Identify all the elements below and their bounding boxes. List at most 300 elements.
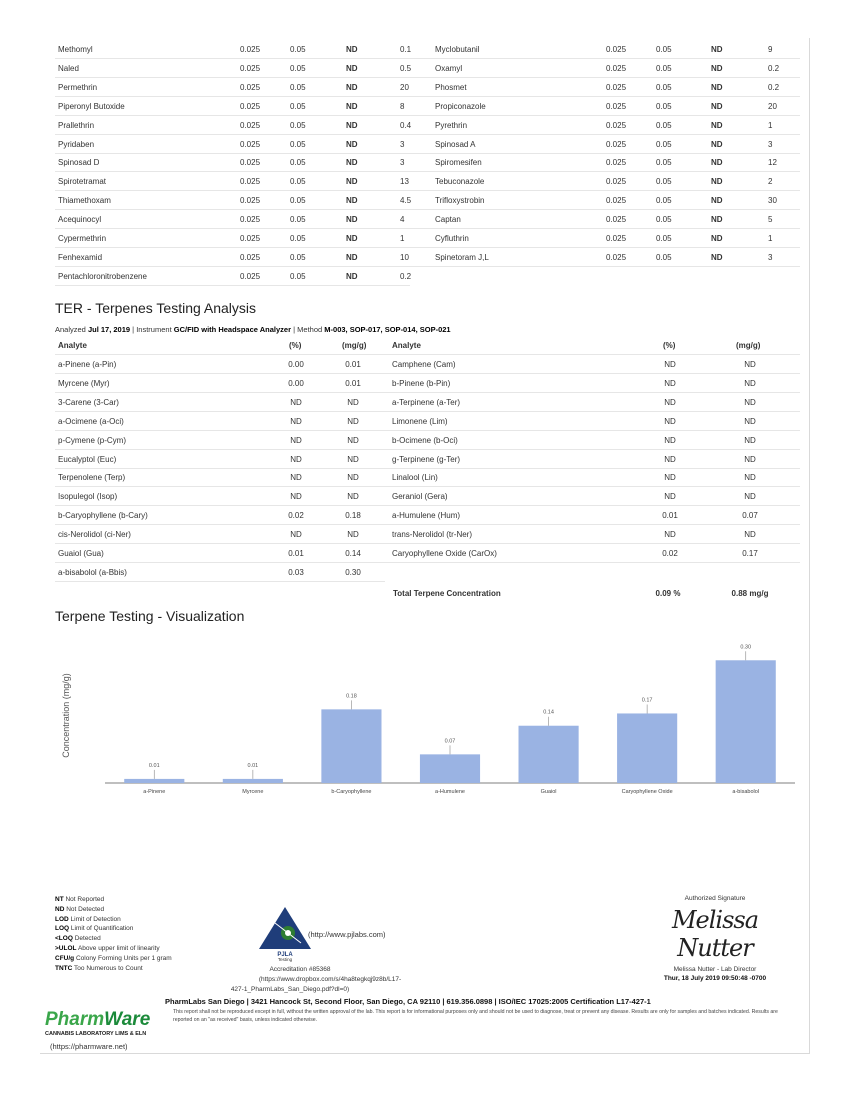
cell-value: 0.05: [656, 158, 672, 168]
terpene-row: [55, 506, 800, 525]
result-value: ND: [346, 215, 358, 225]
cell-value: 0.05: [290, 196, 306, 206]
total-percent: 0.09 %: [655, 588, 681, 598]
pharmware-logo: [45, 1010, 150, 1051]
cell-value: 0.01: [345, 360, 361, 369]
category-tick-label: Myrcene: [242, 789, 264, 795]
visualization-title: Terpene Testing - Visualization: [55, 608, 245, 624]
pharmware-url[interactable]: (https://pharmware.net): [50, 1042, 128, 1051]
cell-value: 0.025: [606, 82, 627, 92]
analyte-name: b-Caryophyllene (b-Cary): [58, 511, 148, 521]
cell-value: ND: [664, 360, 676, 369]
pharmware-logo-b: Ware: [104, 1009, 151, 1030]
terpene-row: [55, 468, 800, 487]
result-value: ND: [711, 158, 723, 168]
cell-value: ND: [664, 492, 676, 502]
pesticide-row: [55, 172, 800, 191]
result-value: ND: [346, 82, 358, 92]
cell-value: 3: [768, 252, 773, 262]
cell-value: 0.05: [656, 120, 672, 130]
cell-value: 0.025: [240, 158, 261, 168]
analyte-name: Geraniol (Gera): [392, 492, 448, 502]
result-value: ND: [711, 120, 723, 130]
cell-value: 0.025: [240, 252, 261, 262]
column-header: (%): [663, 341, 676, 350]
cell-value: 0.30: [345, 567, 361, 577]
cell-value: 13: [400, 177, 409, 187]
cell-value: 0.05: [290, 177, 306, 187]
pesticide-row: [55, 248, 800, 267]
cell-value: ND: [744, 492, 756, 502]
cell-value: 10: [400, 252, 409, 262]
pesticide-row: [55, 116, 800, 135]
analyte-name: Piperonyl Butoxide: [58, 101, 125, 111]
cell-value: 0.025: [240, 63, 261, 73]
bar-a-humulene: [420, 754, 480, 783]
cell-value: ND: [290, 530, 302, 540]
terpene-row: [55, 355, 800, 374]
cell-value: 0.05: [656, 234, 672, 243]
cell-value: 0.05: [656, 45, 672, 54]
cell-value: 0.025: [606, 215, 627, 225]
cell-value: 0.17: [742, 549, 758, 558]
analyte-name: Spinetoram J,L: [435, 252, 489, 262]
cell-value: ND: [290, 416, 302, 426]
signature-block: [640, 895, 790, 982]
analyte-name: a-bisabolol (a-Bbis): [58, 567, 127, 577]
cell-value: 0.00: [288, 360, 304, 369]
analyte-name: a-Terpinene (a-Ter): [392, 397, 461, 407]
cell-value: 0.5: [400, 63, 412, 73]
bar-value-label: 0.01: [247, 762, 259, 769]
cell-value: 0.025: [606, 120, 627, 130]
pesticide-row: [55, 191, 800, 210]
analyte-name: Fenhexamid: [58, 252, 103, 262]
pjla-logo: [255, 905, 315, 960]
bar-value-label: 0.18: [346, 693, 357, 700]
cell-value: ND: [290, 454, 302, 464]
terpene-row: [55, 374, 800, 393]
analyte-name: Pentachloronitrobenzene: [58, 271, 147, 281]
cell-value: 5: [768, 215, 773, 225]
analyte-name: Trifloxystrobin: [435, 196, 485, 206]
column-header: (%): [289, 341, 302, 350]
result-value: ND: [346, 196, 358, 206]
y-axis-label: Concentration (mg/g): [61, 673, 71, 758]
column-header: Analyte: [58, 341, 87, 350]
cell-value: 9: [768, 45, 773, 54]
result-value: ND: [346, 271, 358, 281]
bar-a-bisabolol: [716, 660, 776, 783]
analyte-name: Caryophyllene Oxide (CarOx): [392, 549, 497, 558]
cell-value: ND: [744, 397, 756, 407]
analyte-name: Spirotetramat: [58, 177, 107, 187]
legend-item: [55, 924, 172, 934]
analyte-name: Eucalyptol (Euc): [58, 454, 117, 464]
cell-value: 0.05: [656, 177, 672, 187]
result-value: ND: [711, 139, 723, 149]
cell-value: 0.05: [656, 63, 672, 73]
bar-caryophyllene-oxide: [617, 713, 677, 783]
cell-value: 0.025: [606, 196, 627, 206]
bar-myrcene: [223, 779, 283, 783]
result-value: ND: [346, 101, 358, 111]
lab-address-line: PharmLabs San Diego | 3421 Hancock St, Second Floor, San Diego, CA 92110 | 619.356.0898 | ISO/IEC 17025:2005 Certification L17-427-1: [165, 997, 651, 1006]
result-value: ND: [346, 45, 358, 54]
column-header: Analyte: [392, 341, 421, 350]
pesticide-row: [55, 229, 800, 248]
cell-value: 0.025: [240, 234, 261, 243]
analyte-name: g-Terpinene (g-Ter): [392, 454, 461, 464]
cell-value: 20: [400, 82, 409, 92]
analyte-name: Propiconazole: [435, 101, 486, 111]
analyte-name: Pyridaben: [58, 139, 95, 149]
legend-abbr: >ULOL: [55, 944, 77, 952]
cell-value: ND: [664, 397, 676, 407]
legend-abbr: TNTC: [55, 964, 73, 972]
cell-value: ND: [664, 530, 676, 540]
cell-value: ND: [290, 473, 302, 483]
cell-value: ND: [744, 454, 756, 464]
cell-value: 4.5: [400, 196, 412, 206]
analyte-name: Permethrin: [58, 82, 98, 92]
result-value: ND: [711, 82, 723, 92]
legend-abbr: NT: [55, 896, 64, 903]
cell-value: 1: [768, 234, 773, 243]
analyte-name: Phosmet: [435, 82, 467, 92]
category-tick-label: Caryophyllene Oxide: [621, 789, 673, 795]
analyte-name: Myclobutanil: [435, 45, 480, 54]
cell-value: 3: [400, 139, 405, 149]
result-value: ND: [346, 177, 358, 187]
legend-text: Limit of Quantification: [70, 925, 134, 933]
pesticide-row: [55, 97, 800, 116]
analyte-name: b-Pinene (b-Pin): [392, 378, 451, 388]
legend-item: [55, 915, 172, 925]
column-header: (mg/g): [736, 341, 761, 350]
legend-item: [55, 895, 172, 905]
cell-value: ND: [744, 473, 756, 483]
terpene-row: [55, 450, 800, 469]
terpene-row: [55, 393, 800, 412]
cell-value: ND: [290, 492, 302, 502]
result-value: ND: [711, 252, 723, 262]
cell-value: 0.05: [290, 252, 306, 262]
signature-date: Thur, 18 July 2019 09:50:48 -0700: [663, 975, 767, 982]
cell-value: 0.02: [662, 549, 678, 558]
cell-value: 0.05: [656, 252, 672, 262]
legend-text: Detected: [74, 935, 101, 943]
cell-value: ND: [664, 416, 676, 426]
analyte-name: Captan: [435, 215, 461, 225]
bar-value-label: 0.14: [543, 709, 554, 716]
cell-value: 0.025: [606, 63, 627, 73]
category-tick-label: a-Pinene: [143, 789, 166, 795]
pharmware-logo-a: Pharm: [45, 1009, 105, 1030]
column-header: (mg/g): [342, 341, 367, 350]
certificate-link-2[interactable]: 427-1_PharmLabs_San_Diego.pdf?dl=0): [230, 986, 350, 993]
analyte-name: a-Humulene (Hum): [392, 511, 461, 521]
analyte-name: Limonene (Lim): [392, 416, 448, 426]
cell-value: 0.1: [400, 45, 412, 54]
cell-value: 0.025: [606, 252, 627, 262]
cell-value: 0.05: [290, 82, 306, 92]
analyte-name: Prallethrin: [58, 120, 95, 130]
pesticide-row: [55, 135, 800, 154]
analyte-name: trans-Nerolidol (tr-Ner): [392, 530, 473, 540]
cell-value: 0.01: [662, 511, 678, 521]
pesticide-row: [55, 267, 410, 286]
bar-a-pinene: [124, 779, 184, 783]
cell-value: 0.02: [288, 511, 304, 521]
cell-value: 0.025: [240, 101, 261, 111]
accreditation-number: Accreditation #85368: [269, 966, 331, 973]
legend-abbr: <LOQ: [55, 935, 73, 943]
terpene-row: [55, 563, 385, 582]
cell-value: ND: [664, 378, 676, 388]
cell-value: 0.025: [240, 271, 261, 281]
cell-value: 12: [768, 158, 777, 168]
legend-item: [55, 934, 172, 944]
analyte-name: Spinosad A: [435, 139, 476, 149]
cell-value: 0.05: [656, 139, 672, 149]
pesticide-row: [55, 153, 800, 172]
cell-value: 0.05: [290, 158, 306, 168]
analyte-name: Guaiol (Gua): [58, 549, 104, 558]
legend-item: [55, 954, 172, 964]
cell-value: 0.025: [606, 139, 627, 149]
cell-value: 0.05: [290, 63, 306, 73]
cell-value: 0.05: [290, 215, 306, 225]
method-value: M-003, SOP-017, SOP-014, SOP-021: [324, 325, 451, 334]
analyte-name: Cyfluthrin: [435, 234, 469, 243]
cell-value: 0.05: [290, 101, 306, 111]
cell-value: 1: [400, 234, 405, 243]
pjla-logo-sub: Testing: [277, 957, 293, 962]
analyte-name: Terpenolene (Terp): [58, 473, 126, 483]
pesticide-row: [55, 40, 800, 59]
cell-value: 0.025: [606, 101, 627, 111]
cell-value: 8: [400, 101, 405, 111]
legend-abbr: LOD: [55, 915, 69, 923]
cell-value: 0.03: [288, 567, 304, 577]
cell-value: 2: [768, 177, 773, 187]
analyte-name: Acequinocyl: [58, 215, 102, 225]
analyte-name: Methomyl: [58, 45, 93, 54]
result-value: ND: [711, 101, 723, 111]
category-tick-label: b-Caryophyllene: [331, 789, 372, 795]
analyte-name: Thiamethoxam: [58, 196, 111, 206]
cell-value: 0.05: [290, 45, 306, 54]
analyte-name: Pyrethrin: [435, 120, 468, 130]
abbreviation-legend: [55, 895, 172, 973]
legend-text: Not Reported: [65, 896, 105, 903]
category-tick-label: Guaiol: [540, 789, 557, 795]
cell-value: ND: [347, 473, 359, 483]
result-value: ND: [711, 177, 723, 187]
signature-script: Melissa Nutter: [671, 906, 759, 962]
result-value: ND: [711, 234, 723, 243]
cell-value: 0.05: [290, 271, 306, 281]
cell-value: 0.025: [240, 196, 261, 206]
legend-text: Too Numerous to Count: [74, 964, 143, 972]
analyte-name: Naled: [58, 63, 79, 73]
cell-value: ND: [664, 454, 676, 464]
result-value: ND: [346, 139, 358, 149]
legend-abbr: CFU/g: [55, 954, 75, 962]
analyte-name: Isopulegol (Isop): [58, 492, 118, 502]
disclaimer-text: This report shall not be reproduced except in full, without the written approval of the lab. This report is for informational purposes only and should not be used to diagnose, treat or prevent any disease. Results are only for samples and batches indicated. Results are reported on an "as received" basis, unless indicated otherwise.: [173, 1009, 778, 1023]
cell-value: 0.025: [240, 215, 261, 225]
analyte-name: Spiromesifen: [435, 158, 482, 168]
cell-value: 0.2: [400, 271, 412, 281]
cell-value: 0.2: [768, 82, 780, 92]
result-value: ND: [346, 252, 358, 262]
signer-name: Melissa Nutter - Lab Director: [673, 966, 757, 973]
pesticide-row: [55, 210, 800, 229]
cell-value: ND: [744, 360, 756, 369]
cell-value: 0.00: [288, 378, 304, 388]
terpene-row: [55, 544, 800, 563]
analyzed-date: Jul 17, 2019: [87, 325, 131, 334]
cell-value: 0.05: [290, 120, 306, 130]
bar-b-caryophyllene: [321, 709, 381, 783]
analyte-name: Myrcene (Myr): [58, 378, 110, 388]
cell-value: 0.05: [656, 101, 672, 111]
cell-value: ND: [347, 416, 359, 426]
terpene-row: [55, 525, 800, 544]
analyte-name: Linalool (Lin): [392, 473, 438, 483]
signature-label: Authorized Signature: [684, 895, 746, 902]
cell-value: 0.01: [288, 549, 304, 558]
cell-value: 20: [768, 101, 777, 111]
cell-value: 3: [400, 158, 405, 168]
cell-value: ND: [347, 530, 359, 540]
bar-guaiol: [519, 726, 579, 783]
cell-value: 0.4: [400, 120, 412, 130]
cell-value: ND: [347, 435, 359, 445]
result-value: ND: [346, 234, 358, 243]
cell-value: 0.025: [240, 139, 261, 149]
total-terpene-row: [390, 584, 800, 603]
bar-value-label: 0.17: [641, 697, 653, 704]
legend-abbr: LOQ: [55, 925, 70, 933]
cell-value: 0.025: [606, 234, 627, 243]
cell-value: 0.05: [290, 139, 306, 149]
analyte-name: Camphene (Cam): [392, 360, 456, 369]
cell-value: ND: [347, 492, 359, 502]
analyte-name: p-Cymene (p-Cym): [58, 435, 127, 445]
cell-value: ND: [664, 435, 676, 445]
cell-value: ND: [744, 530, 756, 540]
cell-value: 0.07: [742, 511, 758, 521]
cell-value: 0.05: [656, 82, 672, 92]
result-value: ND: [711, 215, 723, 225]
pesticide-row: [55, 78, 800, 97]
pjla-url[interactable]: (http://www.pjlabs.com): [308, 930, 386, 939]
analyte-name: cis-Nerolidol (ci-Ner): [58, 530, 131, 540]
terpene-bar-chart: [55, 640, 800, 810]
cell-value: ND: [347, 454, 359, 464]
terpene-row: [55, 412, 800, 431]
certificate-link-1[interactable]: (https://www.dropbox.com/s/4ha8tegkqj9z8b/L17-: [258, 976, 402, 983]
cell-value: 0.14: [345, 549, 361, 558]
analyte-name: Spinosad D: [58, 158, 100, 168]
result-value: ND: [711, 45, 723, 54]
legend-text: Limit of Detection: [70, 915, 121, 923]
cell-value: 0.2: [768, 63, 780, 73]
cell-value: 0.025: [606, 177, 627, 187]
cell-value: 0.025: [240, 82, 261, 92]
cell-value: 0.05: [656, 215, 672, 225]
cell-value: 30: [768, 196, 777, 206]
analyte-name: 3-Carene (3-Car): [58, 397, 119, 407]
legend-abbr: ND: [55, 905, 65, 913]
terpene-row: [55, 431, 800, 450]
analyte-name: a-Ocimene (a-Oci): [58, 416, 124, 426]
pjla-logo-text: PJLA: [277, 952, 293, 958]
terpene-row: [55, 487, 800, 506]
legend-text: Colony Forming Units per 1 gram: [75, 954, 172, 962]
result-value: ND: [711, 63, 723, 73]
cell-value: ND: [744, 435, 756, 445]
cell-value: ND: [744, 378, 756, 388]
cell-value: 4: [400, 215, 405, 225]
terpenes-section-title: TER - Terpenes Testing Analysis: [55, 300, 257, 316]
analyte-name: Tebuconazole: [435, 177, 485, 187]
cell-value: 0.05: [656, 196, 672, 206]
cell-value: 1: [768, 120, 773, 130]
terpene-table-header: [55, 336, 800, 355]
result-value: ND: [346, 158, 358, 168]
legend-text: Not Detected: [66, 905, 105, 913]
cell-value: 0.18: [345, 511, 361, 521]
legend-item: [55, 944, 172, 954]
analyte-name: Cypermethrin: [58, 234, 107, 243]
bar-value-label: 0.07: [444, 738, 456, 745]
result-value: ND: [711, 196, 723, 206]
cell-value: 0.01: [345, 378, 361, 388]
bar-value-label: 0.30: [740, 644, 752, 651]
analyte-name: b-Ocimene (b-Oci): [392, 435, 458, 445]
cell-value: 0.025: [240, 120, 261, 130]
legend-item: [55, 964, 172, 974]
analysis-meta: Analyzed Jul 17, 2019 | Instrument GC/FID with Headspace Analyzer | Method M-003, SOP-017, SOP-014, SOP-021: [55, 325, 451, 334]
result-value: ND: [346, 63, 358, 73]
analyte-name: Oxamyl: [435, 63, 463, 73]
cell-value: ND: [347, 397, 359, 407]
analyte-name: a-Pinene (a-Pin): [58, 360, 117, 369]
pharmware-tagline: CANNABIS LABORATORY LIMS & ELN: [45, 1031, 147, 1037]
total-mgg: 0.88 mg/g: [731, 588, 769, 598]
cell-value: 0.025: [240, 45, 261, 54]
legend-text: Above upper limit of linearity: [77, 944, 160, 952]
pesticide-row: [55, 59, 800, 78]
cell-value: 0.05: [290, 234, 306, 243]
total-label: Total Terpene Concentration: [393, 588, 501, 598]
cell-value: 0.025: [606, 158, 627, 168]
cell-value: 0.025: [240, 177, 261, 187]
cell-value: ND: [744, 416, 756, 426]
category-tick-label: a-Humulene: [435, 789, 465, 795]
result-value: ND: [346, 120, 358, 130]
cell-value: 3: [768, 139, 773, 149]
cell-value: ND: [290, 397, 302, 407]
cell-value: ND: [664, 473, 676, 483]
legend-item: [55, 905, 172, 915]
instrument-value: GC/FID with Headspace Analyzer: [173, 325, 292, 334]
cell-value: ND: [290, 435, 302, 445]
